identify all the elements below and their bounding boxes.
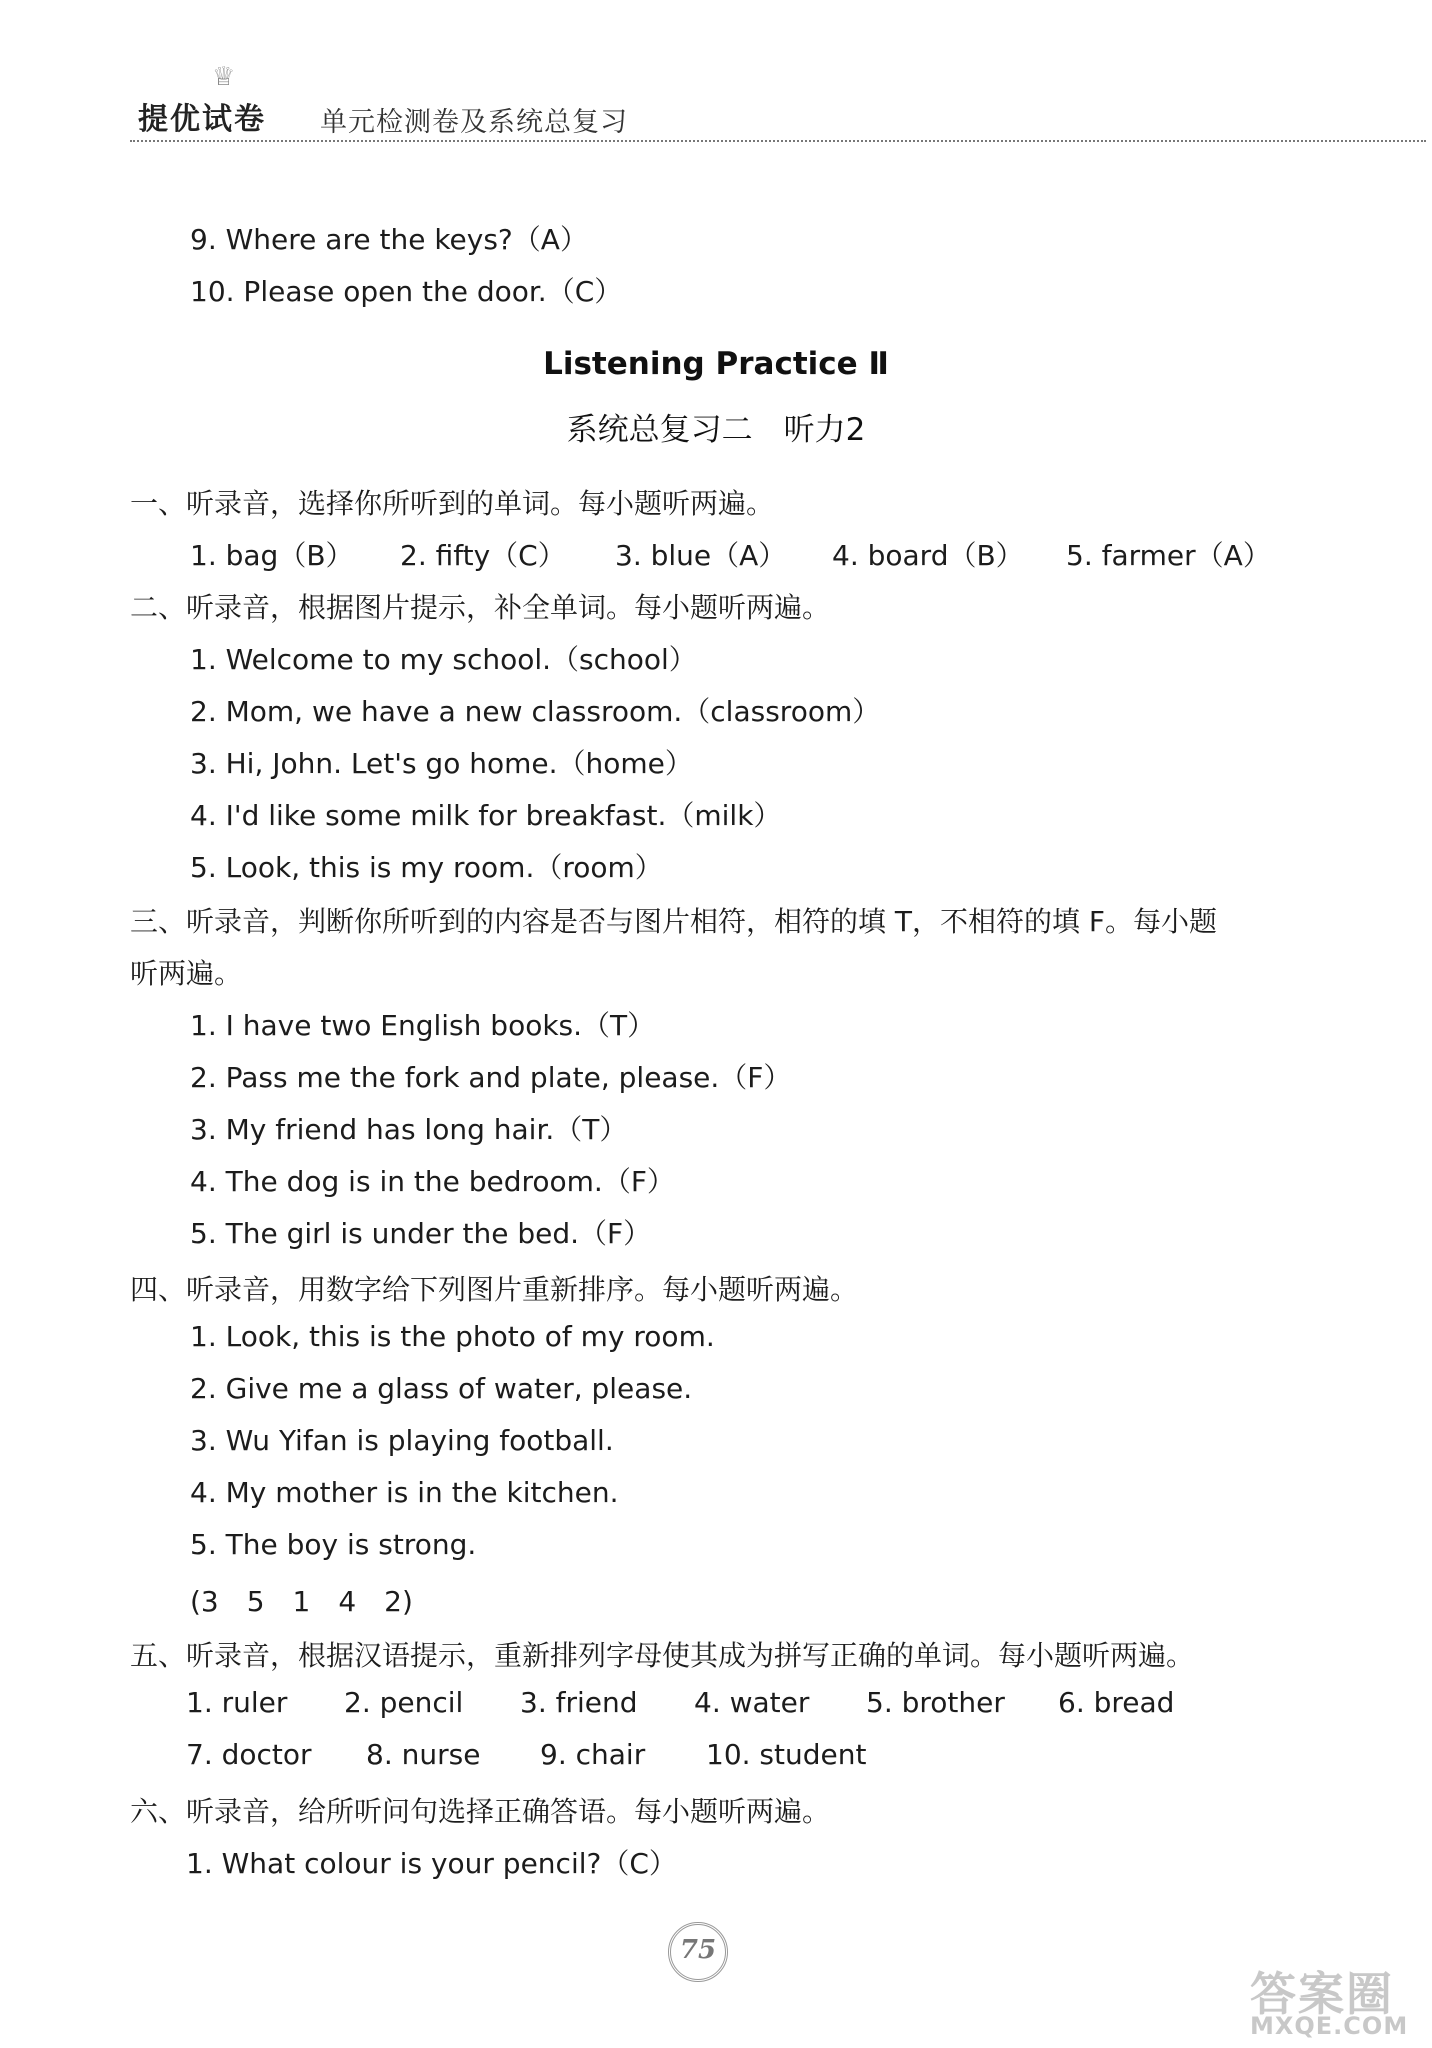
answer-line: 4. I'd like some milk for breakfast.（milk）	[190, 799, 782, 832]
watermark-logo: 答案圈	[1250, 1967, 1394, 2021]
answer-line: 2. Pass me the fork and plate, please.（F）	[190, 1061, 792, 1094]
section-heading-continued: 听两遍。	[130, 957, 243, 990]
answer-row	[0, 1738, 1432, 1778]
answer-item: 7. doctor	[186, 1738, 312, 1771]
book-brand: 提优试卷	[138, 102, 266, 137]
answer-item: 4. water	[694, 1686, 810, 1719]
answer-item: 4. board（B）	[832, 539, 1024, 572]
answer-item: 9. chair	[540, 1738, 646, 1771]
order-answer: (3 5 1 4 2)	[190, 1585, 413, 1618]
answer-item: 3. friend	[520, 1686, 638, 1719]
answer-line: 1. Look, this is the photo of my room.	[190, 1320, 715, 1353]
answer-line: 10. Please open the door.（C）	[190, 275, 623, 308]
answer-line: 1. What colour is your pencil?（C）	[186, 1847, 677, 1880]
answer-row	[0, 1686, 1432, 1726]
answer-item: 2. pencil	[344, 1686, 464, 1719]
section-heading: 三、听录音，判断你所听到的内容是否与图片相符，相符的填 T，不相符的填 F。每小题	[130, 905, 1218, 938]
page-number: 75	[668, 1922, 728, 1982]
answer-item: 3. blue（A）	[615, 539, 787, 572]
answer-line: 9. Where are the keys?（A）	[190, 223, 588, 256]
answer-item: 1. ruler	[186, 1686, 288, 1719]
page-header	[130, 62, 1430, 142]
answer-line: 4. My mother is in the kitchen.	[190, 1476, 619, 1509]
answer-row	[0, 534, 1432, 574]
answer-item: 1. bag（B）	[190, 539, 354, 572]
answer-line: 2. Give me a glass of water, please.	[190, 1372, 693, 1405]
answer-line: 3. My friend has long hair.（T）	[190, 1113, 628, 1146]
answer-line: 3. Hi, John. Let's go home.（home）	[190, 747, 693, 780]
page-subtitle: 系统总复习二 听力2	[566, 412, 866, 448]
answer-item: 5. brother	[866, 1686, 1005, 1719]
answer-item: 6. bread	[1058, 1686, 1175, 1719]
answer-line: 4. The dog is in the bedroom.（F）	[190, 1165, 675, 1198]
answer-item: 10. student	[706, 1738, 867, 1771]
section-heading: 六、听录音，给所听问句选择正确答语。每小题听两遍。	[130, 1795, 831, 1828]
section-heading: 二、听录音，根据图片提示，补全单词。每小题听两遍。	[130, 591, 831, 624]
answer-line: 5. The boy is strong.	[190, 1528, 477, 1561]
answer-line: 1. Welcome to my school.（school）	[190, 643, 697, 676]
answer-item: 5. farmer（A）	[1066, 539, 1271, 572]
answer-item: 8. nurse	[366, 1738, 481, 1771]
header-divider	[130, 140, 1426, 142]
answer-item: 2. fifty（C）	[400, 539, 566, 572]
crown-icon: ♕	[212, 62, 236, 92]
section-heading: 一、听录音，选择你所听到的单词。每小题听两遍。	[130, 487, 775, 520]
answer-line: 5. The girl is under the bed.（F）	[190, 1217, 652, 1250]
section-heading: 四、听录音，用数字给下列图片重新排序。每小题听两遍。	[130, 1273, 859, 1306]
answer-line: 3. Wu Yifan is playing football.	[190, 1424, 614, 1457]
book-series-title: 单元检测卷及系统总复习	[320, 107, 628, 138]
answer-line: 5. Look, this is my room.（room）	[190, 851, 663, 884]
answer-line: 1. I have two English books.（T）	[190, 1009, 656, 1042]
page-title: Listening Practice Ⅱ	[543, 346, 889, 382]
answer-line: 2. Mom, we have a new classroom.（classroom）	[190, 695, 881, 728]
watermark-url: MXQE.COM	[1250, 2012, 1409, 2040]
section-heading: 五、听录音，根据汉语提示，重新排列字母使其成为拼写正确的单词。每小题听两遍。	[130, 1639, 1195, 1672]
